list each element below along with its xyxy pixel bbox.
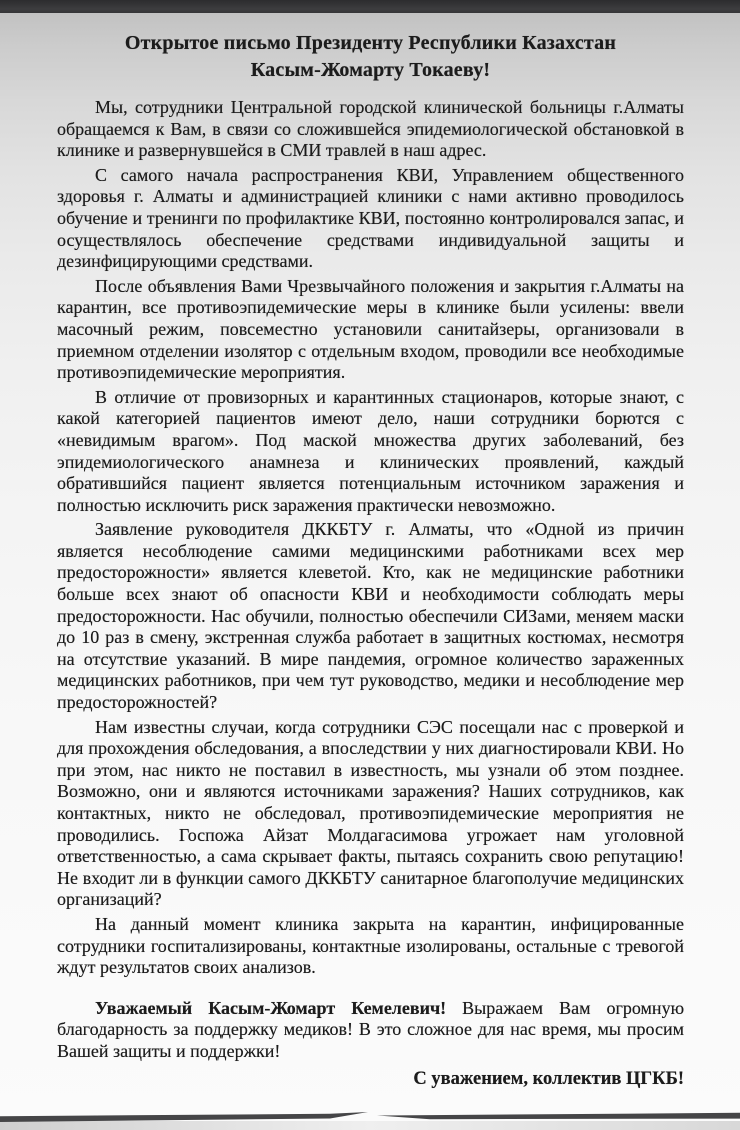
photo-top-dark-strip bbox=[0, 0, 740, 13]
closing-salutation: Уважаемый Касым-Жомарт Кемелевич! bbox=[95, 997, 447, 1018]
paragraph-4: В отличие от провизорных и карантинных стационаров, которые знают, с какой категорией пациентов имеют дело, наши сотрудники борются с «невидимым врагом». Под маской множества других заболеваний, без эпидемиологического анамнеза и клинических проявлений, каждый обратившийся пациент является потенциальным источником заражения и полностью исключить риск заражения практически невозможно. bbox=[57, 386, 684, 515]
paragraph-1: Мы, сотрудники Центральной городской клинической больницы г.Алматы обращаемся к Вам, в связи со сложившейся эпидемиологической обстановкой в клинике и развернувшейся в СМИ травлей в наш адрес. bbox=[57, 97, 684, 161]
closing-text: Выражаем Вам огромную благодарность за поддержку медиков! В это сложное для нас время, мы просим Вашей защиты и поддержки! bbox=[57, 997, 685, 1061]
paragraph-3: После объявления Вами Чрезвычайного положения и закрытия г.Алматы на карантин, все противоэпидемические меры в клинике были усилены: ввели масочный режим, повсеместно установили санитайзеры, организовали в приемном отделении изолятор с отдельным входом, проводили все необходимые противоэпидемические мероприятия. bbox=[57, 275, 684, 383]
closing-paragraph bbox=[57, 998, 684, 1063]
paragraph-2: С самого начала распространения КВИ, Управлением общественного здоровья г. Алматы и администрацией клиники с нами активно проводилось обучение и тренинги по профилактике КВИ, постоянно контролировался запас, и осуществлялось обеспечение средствами индивидуальной защиты и дезинфицирующими средствами. bbox=[57, 164, 684, 272]
paragraph-6: Нам известны случаи, когда сотрудники СЭС посещали нас с проверкой и для прохождения обследования, а впоследствии у них диагностировали КВИ. Но при этом, нас никто не поставил в известность, мы узнали об этом позднее. Возможно, они и являются источниками заражения? Наших сотрудников, как контактных, никто не обследовал, противоэпидемические мероприятия не проводились. Госпожа Айзат Молдагасимова угрожает нам уголовной ответственностью, а сама скрывает факты, пытаясь сохранить свою репутацию! Не входит ли в функции самого ДККБТУ санитарное благополучие медицинских организаций? bbox=[57, 716, 684, 910]
letter-content bbox=[0, 13, 740, 1090]
letter-title-line-1: Открытое письмо Президенту Республики Казахстан bbox=[124, 32, 617, 54]
signature-line: С уважением, коллектив ЦГКБ! bbox=[413, 1068, 684, 1089]
paragraph-7: На данный момент клиника закрыта на карантин, инфицированные сотрудники госпитализированы, контактные изолированы, остальные с тревогой ждут результатов своих анализов. bbox=[57, 913, 684, 978]
paragraph-5: Заявление руководителя ДККБТУ г. Алматы, что «Одной из причин является несоблюдение самими медицинскими работниками всех мер предосторожности» является клеветой. Кто, как не медицинские работники больше всех знают об опасности КВИ и необходимости соблюдать меры предосторожности. Нас обучили, полностью обеспечили СИЗами, меняем маски до 10 раз в смену, экстренная служба работает в защитных костюмах, несмотря на отсутствие указаний. В мире пандемия, огромное количество зараженных медицинских работников, при чем тут руководство, медики и несоблюдение мер предосторожностей? bbox=[57, 519, 684, 713]
letter-title-line-2: Касым-Жомарту Токаеву! bbox=[250, 59, 491, 81]
letter-title bbox=[57, 30, 684, 84]
